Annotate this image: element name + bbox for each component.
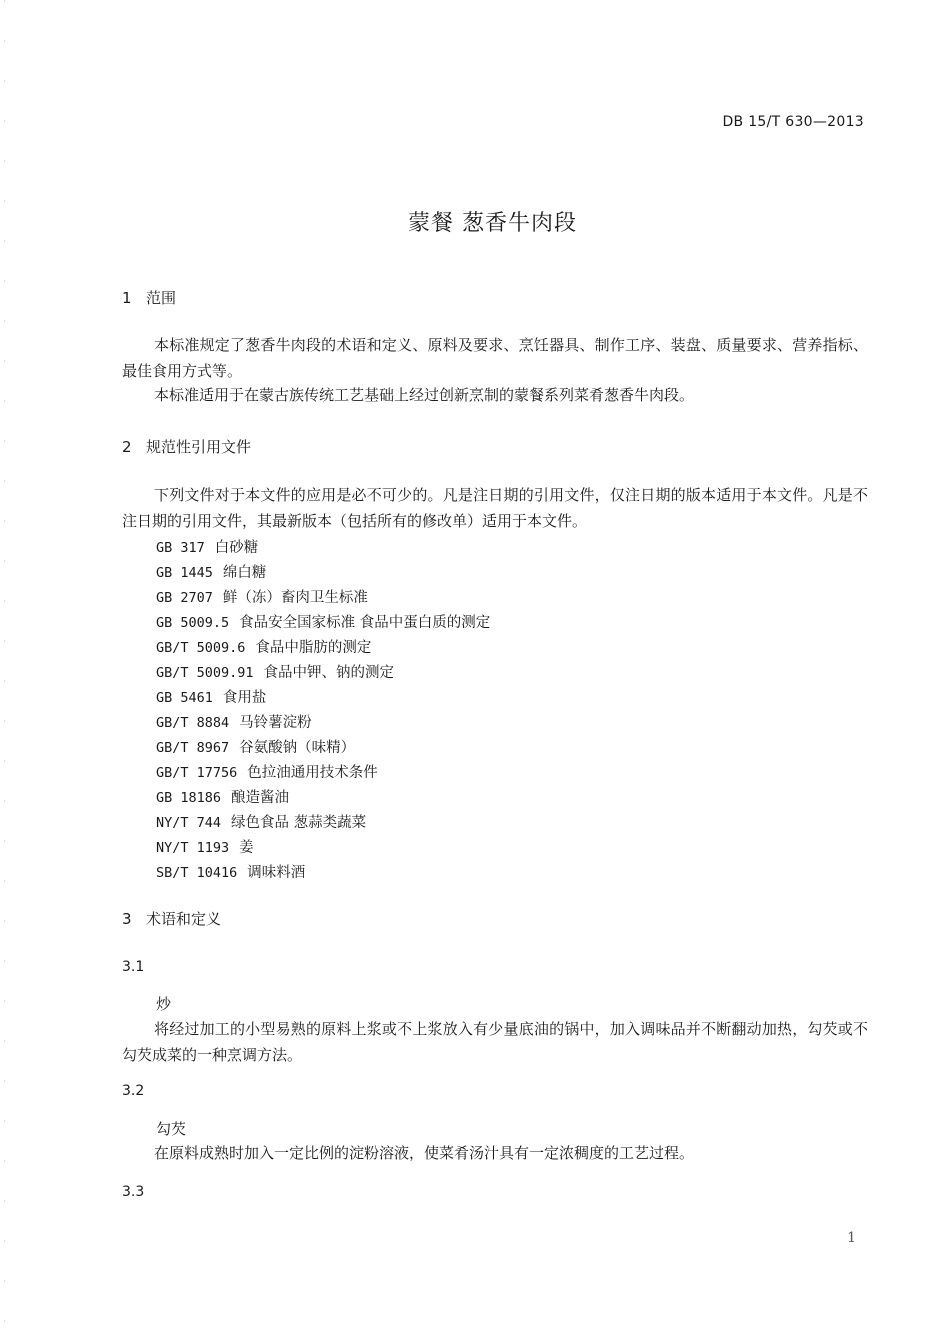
term-name: 炒 xyxy=(156,995,172,1013)
section-2-heading xyxy=(122,436,251,457)
references-intro: 下列文件对于本文件的应用是必不可少的。凡是注日期的引用文件，仅注日期的版本适用于本文件。凡是不注日期的引用文件，其最新版本（包括所有的修改单）适用于本文件。 xyxy=(122,486,868,530)
reference-name: 绵白糖 xyxy=(222,565,267,581)
reference-item xyxy=(156,811,366,832)
reference-name: 食品中脂肪的测定 xyxy=(255,640,372,656)
reference-name: 姜 xyxy=(239,840,254,856)
clause-number: 3.2 xyxy=(122,1083,145,1099)
reference-name: 鲜（冻）畜肉卫生标准 xyxy=(222,590,368,606)
reference-name: 食品安全国家标准 食品中蛋白质的测定 xyxy=(239,615,491,631)
reference-code: GB 5009.5 xyxy=(156,615,230,631)
reference-name: 马铃薯淀粉 xyxy=(239,715,312,731)
scan-edge-artifact xyxy=(4,0,5,1344)
clause-number: 3.1 xyxy=(122,959,145,975)
reference-name: 调味料酒 xyxy=(247,865,306,881)
scope-paragraph-2: 本标准适用于在蒙古族传统工艺基础上经过创新烹制的蒙餐系列菜肴葱香牛肉段。 xyxy=(154,386,695,404)
clause-number: 3.3 xyxy=(122,1184,145,1200)
reference-code: GB/T 8967 xyxy=(156,740,230,756)
reference-item xyxy=(156,861,305,882)
term-name: 勾芡 xyxy=(156,1120,187,1138)
standard-number: DB 15/T 630—2013 xyxy=(722,114,864,130)
section-1-heading xyxy=(122,287,176,308)
reference-item xyxy=(156,761,378,782)
reference-name: 酿造酱油 xyxy=(231,790,290,806)
reference-item xyxy=(156,711,312,732)
reference-name: 食品中钾、钠的测定 xyxy=(263,665,395,681)
reference-item xyxy=(156,686,266,707)
reference-code: NY/T 744 xyxy=(156,815,222,831)
section-title: 术语和定义 xyxy=(146,910,222,928)
reference-name: 白砂糖 xyxy=(214,540,259,556)
reference-name: 绿色食品 葱蒜类蔬菜 xyxy=(231,815,367,831)
reference-name: 色拉油通用技术条件 xyxy=(247,765,378,781)
section-number: 3 xyxy=(122,910,132,928)
reference-code: GB/T 5009.91 xyxy=(156,665,254,681)
reference-name: 谷氨酸钠（味精） xyxy=(239,740,356,756)
reference-code: SB/T 10416 xyxy=(156,865,238,881)
section-title: 范围 xyxy=(146,289,177,307)
reference-code: GB 18186 xyxy=(156,790,222,806)
section-3-heading xyxy=(122,908,221,929)
reference-code: GB/T 8884 xyxy=(156,715,230,731)
reference-item xyxy=(156,661,394,682)
reference-code: GB/T 5009.6 xyxy=(156,640,246,656)
reference-item xyxy=(156,836,254,857)
section-number: 1 xyxy=(122,289,132,307)
term-definition: 将经过加工的小型易熟的原料上浆或不上浆放入有少量底油的锅中，加入调味品并不断翻动加热，勾芡或不勾芡成菜的一种烹调方法。 xyxy=(122,1020,868,1064)
section-title: 规范性引用文件 xyxy=(146,438,252,456)
reference-code: GB 317 xyxy=(156,540,205,556)
reference-item xyxy=(156,611,490,632)
reference-item xyxy=(156,586,368,607)
term-definition: 在原料成熟时加入一定比例的淀粉溶液，使菜肴汤汁具有一定浓稠度的工艺过程。 xyxy=(154,1144,695,1162)
scope-paragraph-1: 本标准规定了葱香牛肉段的术语和定义、原料及要求、烹饪器具、制作工序、装盘、质量要求、营养指标、最佳食用方式等。 xyxy=(122,336,868,380)
document-title: 蒙餐 葱香牛肉段 xyxy=(408,211,577,236)
reference-item xyxy=(156,786,289,807)
reference-name: 食用盐 xyxy=(222,690,267,706)
reference-item xyxy=(156,736,355,757)
reference-code: GB/T 17756 xyxy=(156,765,238,781)
reference-code: NY/T 1193 xyxy=(156,840,230,856)
section-number: 2 xyxy=(122,438,132,456)
reference-code: GB 1445 xyxy=(156,565,213,581)
reference-item xyxy=(156,536,258,557)
page-number: 1 xyxy=(847,1230,856,1246)
reference-code: GB 5461 xyxy=(156,690,213,706)
reference-item xyxy=(156,561,266,582)
reference-code: GB 2707 xyxy=(156,590,213,606)
reference-item xyxy=(156,636,371,657)
